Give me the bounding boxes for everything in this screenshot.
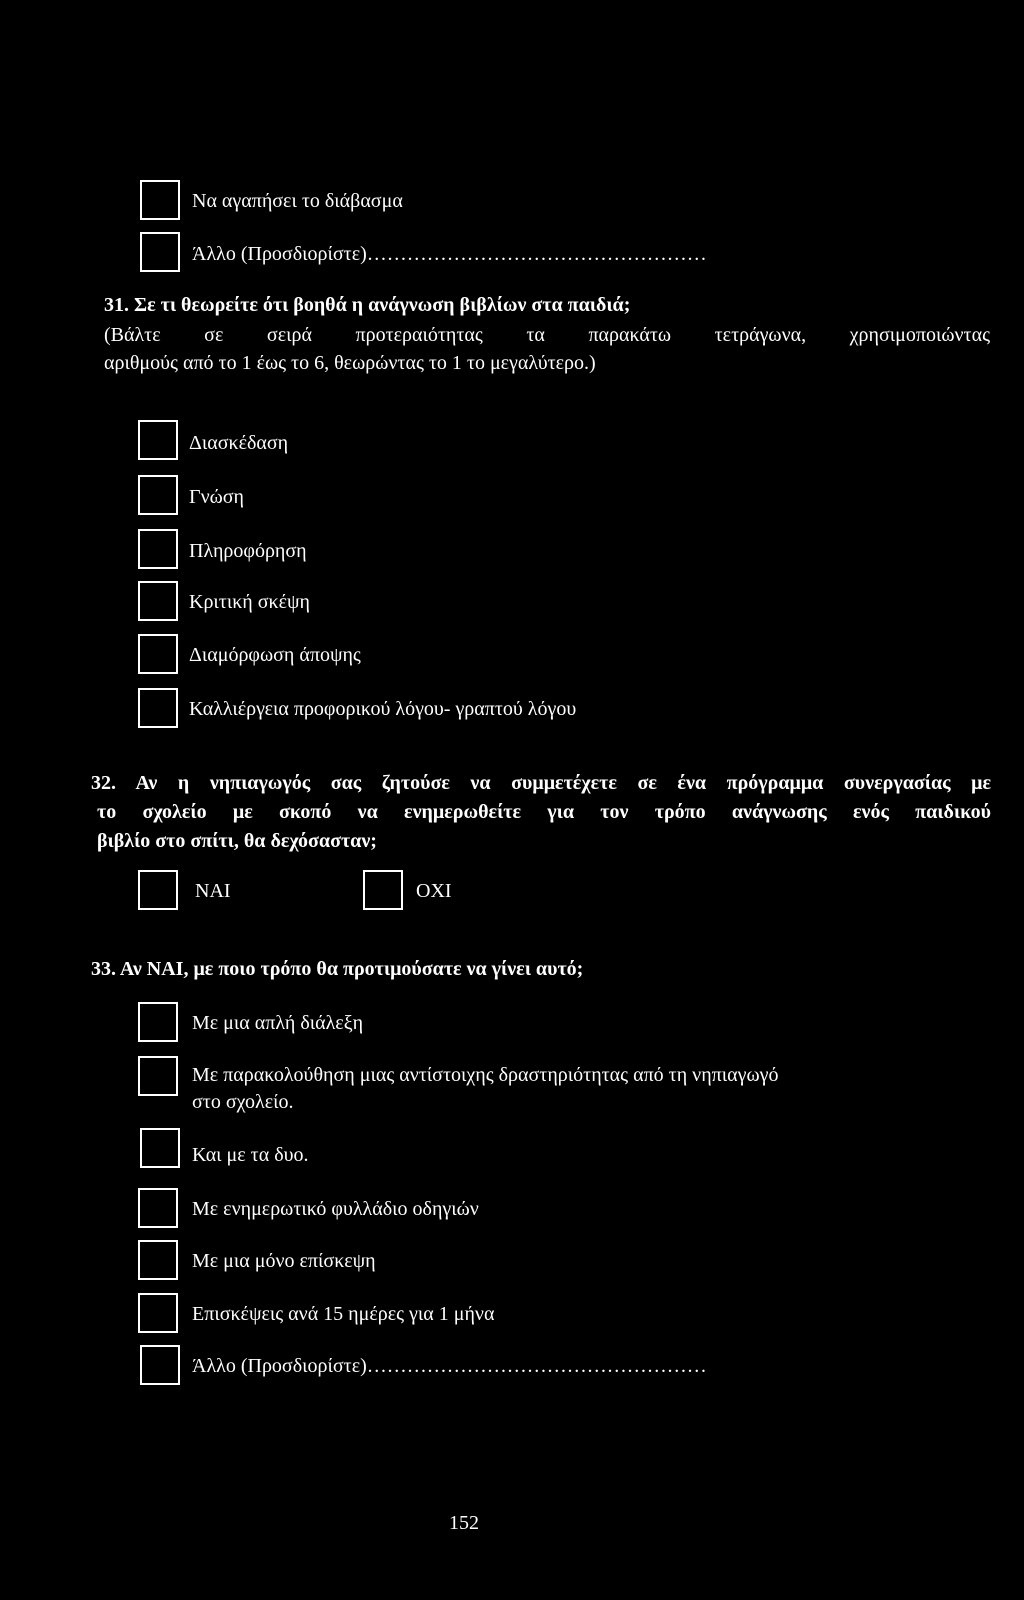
checkbox-other-bottom[interactable] xyxy=(140,1345,180,1385)
option-single-visit-label: Με μια μόνο επίσκεψη xyxy=(192,1250,376,1272)
checkbox-observe-activity[interactable] xyxy=(138,1056,178,1096)
option-other-top-label: Άλλο (Προσδιορίστε)…………………………………………… xyxy=(192,243,707,265)
checkbox-info-leaflet[interactable] xyxy=(138,1188,178,1228)
checkbox-knowledge[interactable] xyxy=(138,475,178,515)
checkbox-opinion-forming[interactable] xyxy=(138,634,178,674)
checkbox-entertainment[interactable] xyxy=(138,420,178,460)
option-entertainment-label: Διασκέδαση xyxy=(189,432,289,454)
option-no-label: ΟΧΙ xyxy=(416,880,452,902)
question-31-note-line2: αριθμούς από το 1 έως το 6, θεωρώντας το 1 το μεγαλύτερο.) xyxy=(104,352,596,374)
option-oral-written-language-label: Καλλιέργεια προφορικού λόγου- γραπτού λόγου xyxy=(189,698,577,720)
option-other-bottom-label: Άλλο (Προσδιορίστε)…………………………………………… xyxy=(192,1355,707,1377)
option-both-label: Και με τα δυο. xyxy=(192,1144,309,1166)
page-number: 152 xyxy=(449,1512,479,1534)
option-observe-activity-label: Με παρακολούθηση μιας αντίστοιχης δραστηριότητας από τη νηπιαγωγό xyxy=(192,1064,779,1086)
question-32-line2: το σχολείο με σκοπό να ενημερωθείτε για τον τρόπο ανάγνωσης ενός παιδικού xyxy=(97,801,991,823)
option-observe-activity-continuation: στο σχολείο. xyxy=(192,1091,294,1113)
checkbox-single-visit[interactable] xyxy=(138,1240,178,1280)
checkbox-yes[interactable] xyxy=(138,870,178,910)
option-knowledge-label: Γνώση xyxy=(189,486,245,508)
question-32-line1: 32. Αν η νηπιαγωγός σας ζητούσε να συμμετέχετε σε ένα πρόγραμμα συνεργασίας με xyxy=(91,772,991,794)
checkbox-other-top[interactable] xyxy=(140,232,180,272)
option-information-label: Πληροφόρηση xyxy=(189,540,307,562)
checkbox-simple-lecture[interactable] xyxy=(138,1002,178,1042)
checkbox-no[interactable] xyxy=(363,870,403,910)
question-32-line3: βιβλίο στο σπίτι, θα δεχόσασταν; xyxy=(97,830,377,852)
checkbox-love-reading[interactable] xyxy=(140,180,180,220)
question-33-title: 33. Αν ΝΑΙ, με ποιο τρόπο θα προτιμούσατε να γίνει αυτό; xyxy=(91,958,584,980)
checkbox-critical-thinking[interactable] xyxy=(138,581,178,621)
checkbox-visits-every-15-days[interactable] xyxy=(138,1293,178,1333)
option-love-reading-label: Να αγαπήσει το διάβασμα xyxy=(192,190,403,212)
question-31-title: 31. Σε τι θεωρείτε ότι βοηθά η ανάγνωση βιβλίων στα παιδιά; xyxy=(104,294,631,316)
option-visits-every-15-days-label: Επισκέψεις ανά 15 ημέρες για 1 μήνα xyxy=(192,1303,495,1325)
option-yes-label: ΝΑΙ xyxy=(195,880,231,902)
checkbox-information[interactable] xyxy=(138,529,178,569)
option-opinion-forming-label: Διαμόρφωση άποψης xyxy=(189,644,361,666)
option-critical-thinking-label: Κριτική σκέψη xyxy=(189,591,310,613)
option-info-leaflet-label: Με ενημερωτικό φυλλάδιο οδηγιών xyxy=(192,1198,479,1220)
question-31-note-line1: (Βάλτε σε σειρά προτεραιότητας τα παρακάτω τετράγωνα, χρησιμοποιώντας xyxy=(104,324,990,346)
checkbox-both[interactable] xyxy=(140,1128,180,1168)
checkbox-oral-written-language[interactable] xyxy=(138,688,178,728)
option-simple-lecture-label: Με μια απλή διάλεξη xyxy=(192,1012,364,1034)
